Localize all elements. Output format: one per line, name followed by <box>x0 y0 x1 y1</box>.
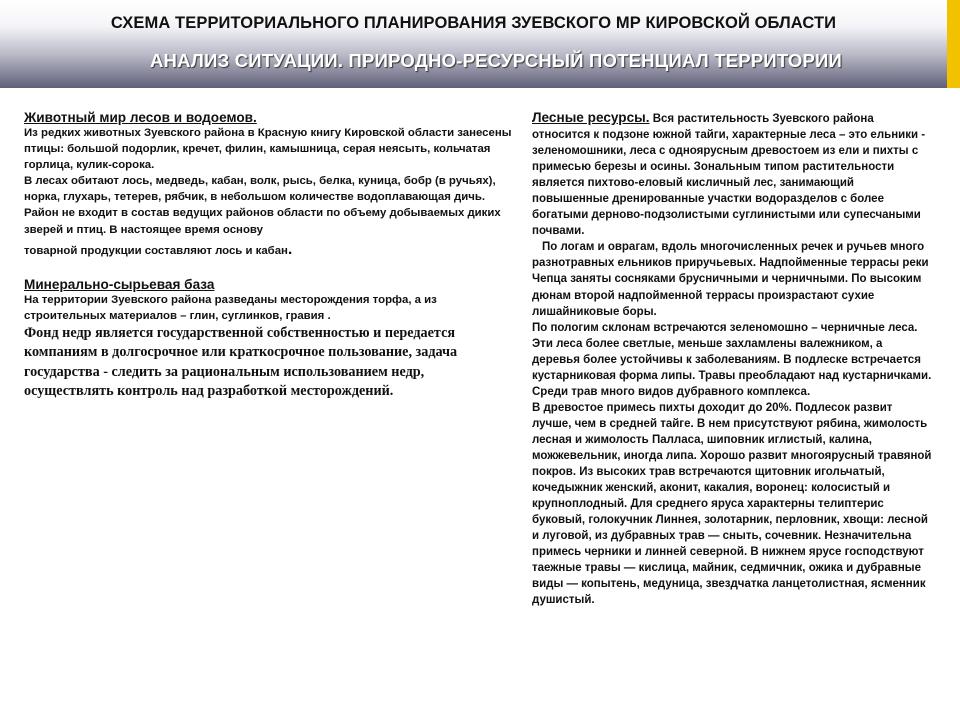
minerals-section <box>24 277 514 402</box>
fauna-paragraph-1: Из редких животных Зуевского района в Красную книгу Кировской области занесены птицы: большой подорлик, кречет, филин, камышница, серая неясыть, кольчатая горлица, кулик-сорока. <box>24 127 512 172</box>
forest-paragraph-3: По пологим склонам встречаются зеленомошно – черничные леса. Эти леса более светлые, меньше захламлены валежником, а деревья более устойчивы к заболеваниям. В подлеске встречается кустарниковая форма липы. Травы преобладают над кустарничками. Среди трав много видов дубравного комплекса. <box>532 321 932 398</box>
forest-paragraph-2: По логам и оврагам, вдоль многочисленных речек и ручьев много разнотравных ельников приручьевых. Надпойменные террасы реки Чепца заняты сосняками брусничными и черничными. По высоким дюнам второй надпойменной террасы произрастают сухие лишайниковые боры. <box>532 241 929 318</box>
minerals-paragraph-1: На территории Зуевского района разведаны месторождения торфа, а из строительных материалов – глин, суглинков, гравия . <box>24 293 437 322</box>
forest-heading: Лесные ресурсы. <box>532 110 650 125</box>
fauna-section <box>24 110 514 259</box>
left-column <box>24 110 514 402</box>
page-title: СХЕМА ТЕРРИТОРИАЛЬНОГО ПЛАНИРОВАНИЯ ЗУЕВСКОГО МР КИРОВСКОЙ ОБЛАСТИ <box>110 14 837 32</box>
accent-bar <box>947 0 960 88</box>
fauna-paragraph-3: Район не входит в состав ведущих районов области по объему добываемых диких зверей и птиц. В настоящее время основу <box>24 207 501 236</box>
fauna-paragraph-4-end: . <box>287 240 293 258</box>
fauna-paragraph-4 <box>24 242 514 259</box>
forest-lead <box>532 110 932 239</box>
page-subtitle: АНАЛИЗ СИТУАЦИИ. ПРИРОДНО-РЕСУРСНЫЙ ПОТЕНЦИАЛ ТЕРРИТОРИИ <box>150 50 843 71</box>
fauna-paragraph-2: В лесах обитают лось, медведь, кабан, волк, рысь, белка, куница, бобр (в ручьях), норка, глухарь, тетерев, рябчик, в небольшом количестве водоплавающая дичь. <box>24 175 496 204</box>
right-column <box>532 110 932 608</box>
fauna-heading: Животный мир лесов и водоемов. <box>24 110 257 125</box>
forest-section <box>532 110 932 608</box>
minerals-paragraph-2: Фонд недр является государственной собственностью и передается компаниям в долгосрочное или краткосрочное пользование, задача государства - следить за рациональным использованием недр, осуществлять контроль над разработкой месторождений. <box>24 324 458 400</box>
forest-paragraph-4: В древостое примесь пихты доходит до 20%. Подлесок развит лучше, чем в средней тайге. В нем присутствуют рябина, жимолость лесная и жимолость Палласа, шиповник иглистый, калина, можжевельник, иногда липа. Хорошо развит многоярусный травяной покров. Из высоких трав встречаются щитовник игольчатый, кочедыжник женский, аконит, какалия, воронец: колосистый и крупноплодный. Для среднего яруса характерны телиптерис буковый, голокучник Линнея, золотарник, перловник, хвощи: лесной и луговой, из дубравных трав — сныть, сочевник. Незначительна примесь черники и линней северной. В нижнем ярусе господствуют таежные травы — кислица, майник, седмичник, ожика и дубравные виды — копытень, медуница, звездчатка ланцетолистная, ясменник душистый. <box>532 401 932 607</box>
fauna-body <box>24 125 514 259</box>
fauna-paragraph-4-text: товарной продукции составляют лось и кабан <box>24 244 288 257</box>
minerals-heading: Минерально-сырьевая база <box>24 276 215 292</box>
forest-paragraph-1: Вся растительность Зуевского района относится к подзоне южной тайги, характерные леса – это ельники - зеленомошники, леса с одноярусным древостоем из ели и пихты с примесью березы и осины. Зональным типом растительности является пихтово-еловый кисличный лес, занимающий повышенные дренированные участки водоразделов с более богатыми дерново-подзолистыми суглинистыми или супесчаными почвами. <box>532 113 926 238</box>
